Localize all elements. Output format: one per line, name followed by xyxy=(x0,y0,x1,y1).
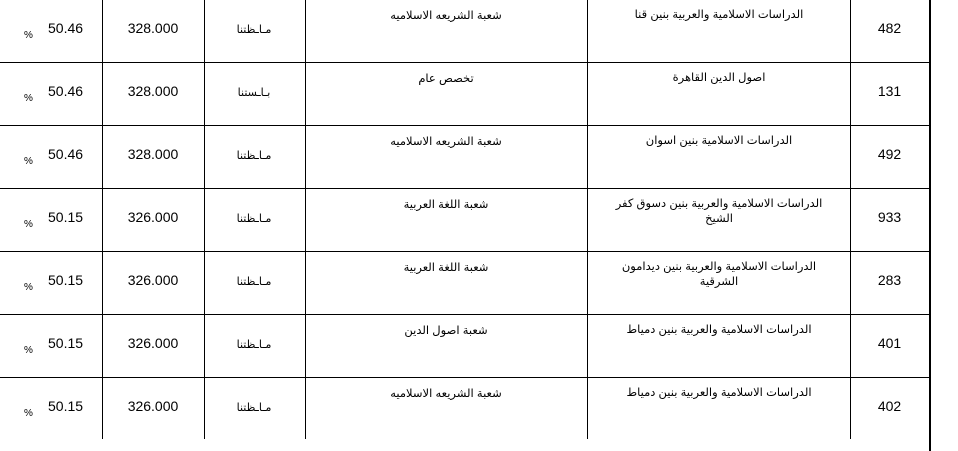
branch-cell xyxy=(306,126,586,189)
percent-cell xyxy=(14,126,94,189)
percent-cell xyxy=(14,378,94,441)
percent-sign: % xyxy=(24,219,33,230)
code-value: 402 xyxy=(877,398,902,414)
percent-value: 50.46 xyxy=(48,20,84,36)
faculty-cell xyxy=(588,189,850,252)
faculty-cell xyxy=(588,63,850,126)
type-cell xyxy=(205,126,303,189)
column-divider xyxy=(102,0,103,439)
faculty-cell xyxy=(588,0,850,63)
score-value: 328.000 xyxy=(127,20,179,36)
score-cell xyxy=(103,378,203,441)
table-row xyxy=(0,63,930,126)
percent-sign: % xyxy=(24,345,33,356)
percent-sign: % xyxy=(24,30,33,41)
table-row xyxy=(0,126,930,189)
code-value: 131 xyxy=(877,83,902,99)
percent-value: 50.15 xyxy=(48,209,84,225)
branch-cell xyxy=(306,189,586,252)
code-value: 482 xyxy=(877,20,902,36)
percent-value: 50.46 xyxy=(48,83,84,99)
score-cell xyxy=(103,189,203,252)
faculty-cell xyxy=(588,252,850,315)
type-cell xyxy=(205,0,303,63)
faculty-cell xyxy=(588,315,850,378)
table-row xyxy=(0,0,930,63)
faculty-value: الدراسات الاسلامية والعربية بنين ديدامون الشرقية xyxy=(621,261,817,288)
column-divider xyxy=(305,0,306,439)
score-value: 326.000 xyxy=(127,272,179,288)
type-value: مـاـظتنا xyxy=(236,402,272,414)
branch-value: شعبة الشريعه الاسلاميه xyxy=(390,10,502,22)
code-value: 283 xyxy=(877,272,902,288)
branch-cell xyxy=(306,315,586,378)
percent-cell xyxy=(14,315,94,378)
code-cell xyxy=(851,63,928,126)
score-value: 326.000 xyxy=(127,398,179,414)
branch-cell xyxy=(306,378,586,441)
type-cell xyxy=(205,315,303,378)
table-row xyxy=(0,315,930,378)
code-cell xyxy=(851,315,928,378)
score-cell xyxy=(103,63,203,126)
percent-value: 50.15 xyxy=(48,335,84,351)
branch-cell xyxy=(306,0,586,63)
score-cell xyxy=(103,252,203,315)
type-value: مـاـظتنا xyxy=(236,276,272,288)
column-divider xyxy=(587,0,588,439)
faculty-cell xyxy=(588,126,850,189)
column-divider xyxy=(204,0,205,439)
percent-sign: % xyxy=(24,93,33,104)
table-right-border xyxy=(929,0,931,451)
type-cell xyxy=(205,189,303,252)
code-value: 401 xyxy=(877,335,902,351)
branch-value: تخصص عام xyxy=(418,73,474,85)
percent-sign: % xyxy=(24,156,33,167)
code-cell xyxy=(851,378,928,441)
faculty-value: الدراسات الاسلامية والعربية بنين دمياط xyxy=(626,387,812,399)
branch-value: شعبة الشريعه الاسلاميه xyxy=(390,136,502,148)
type-value: مـاـظتنا xyxy=(236,150,272,162)
branch-cell xyxy=(306,63,586,126)
percent-cell xyxy=(14,189,94,252)
type-value: بـاـستنا xyxy=(237,87,271,99)
code-cell xyxy=(851,0,928,63)
score-value: 326.000 xyxy=(127,209,179,225)
percent-value: 50.15 xyxy=(48,398,84,414)
score-cell xyxy=(103,0,203,63)
type-cell xyxy=(205,378,303,441)
score-value: 326.000 xyxy=(127,335,179,351)
table-row xyxy=(0,189,930,252)
score-cell xyxy=(103,315,203,378)
type-value: مـاـظتنا xyxy=(236,213,272,225)
percent-sign: % xyxy=(24,408,33,419)
percent-value: 50.46 xyxy=(48,146,84,162)
branch-value: شعبة الشريعه الاسلاميه xyxy=(390,388,502,400)
faculty-cell xyxy=(588,378,850,441)
branch-value: شعبة اصول الدين xyxy=(404,325,488,337)
percent-cell xyxy=(14,252,94,315)
faculty-value: الدراسات الاسلامية بنين اسوان xyxy=(645,135,793,147)
table-row xyxy=(0,252,930,315)
type-value: مـاـظتنا xyxy=(236,339,272,351)
branch-value: شعبة اللغة العربية xyxy=(403,199,489,211)
type-value: مـاـظتنا xyxy=(236,24,272,36)
branch-cell xyxy=(306,252,586,315)
score-value: 328.000 xyxy=(127,146,179,162)
percent-cell xyxy=(14,0,94,63)
branch-value: شعبة اللغة العربية xyxy=(403,262,489,274)
type-cell xyxy=(205,252,303,315)
score-cell xyxy=(103,126,203,189)
code-cell xyxy=(851,252,928,315)
type-cell xyxy=(205,63,303,126)
score-value: 328.000 xyxy=(127,83,179,99)
code-value: 492 xyxy=(877,146,902,162)
faculty-value: اصول الدين القاهرة xyxy=(672,72,766,84)
faculty-value: الدراسات الاسلامية والعربية بنين دمياط xyxy=(626,324,812,336)
percent-value: 50.15 xyxy=(48,272,84,288)
table-row xyxy=(0,378,930,441)
faculty-value: الدراسات الاسلامية والعربية بنين قنا xyxy=(634,9,804,21)
faculty-value: الدراسات الاسلامية والعربية بنين دسوق كفر الشيخ xyxy=(615,198,823,225)
column-divider xyxy=(850,0,851,439)
code-cell xyxy=(851,189,928,252)
code-cell xyxy=(851,126,928,189)
percent-sign: % xyxy=(24,282,33,293)
code-value: 933 xyxy=(877,209,902,225)
percent-cell xyxy=(14,63,94,126)
